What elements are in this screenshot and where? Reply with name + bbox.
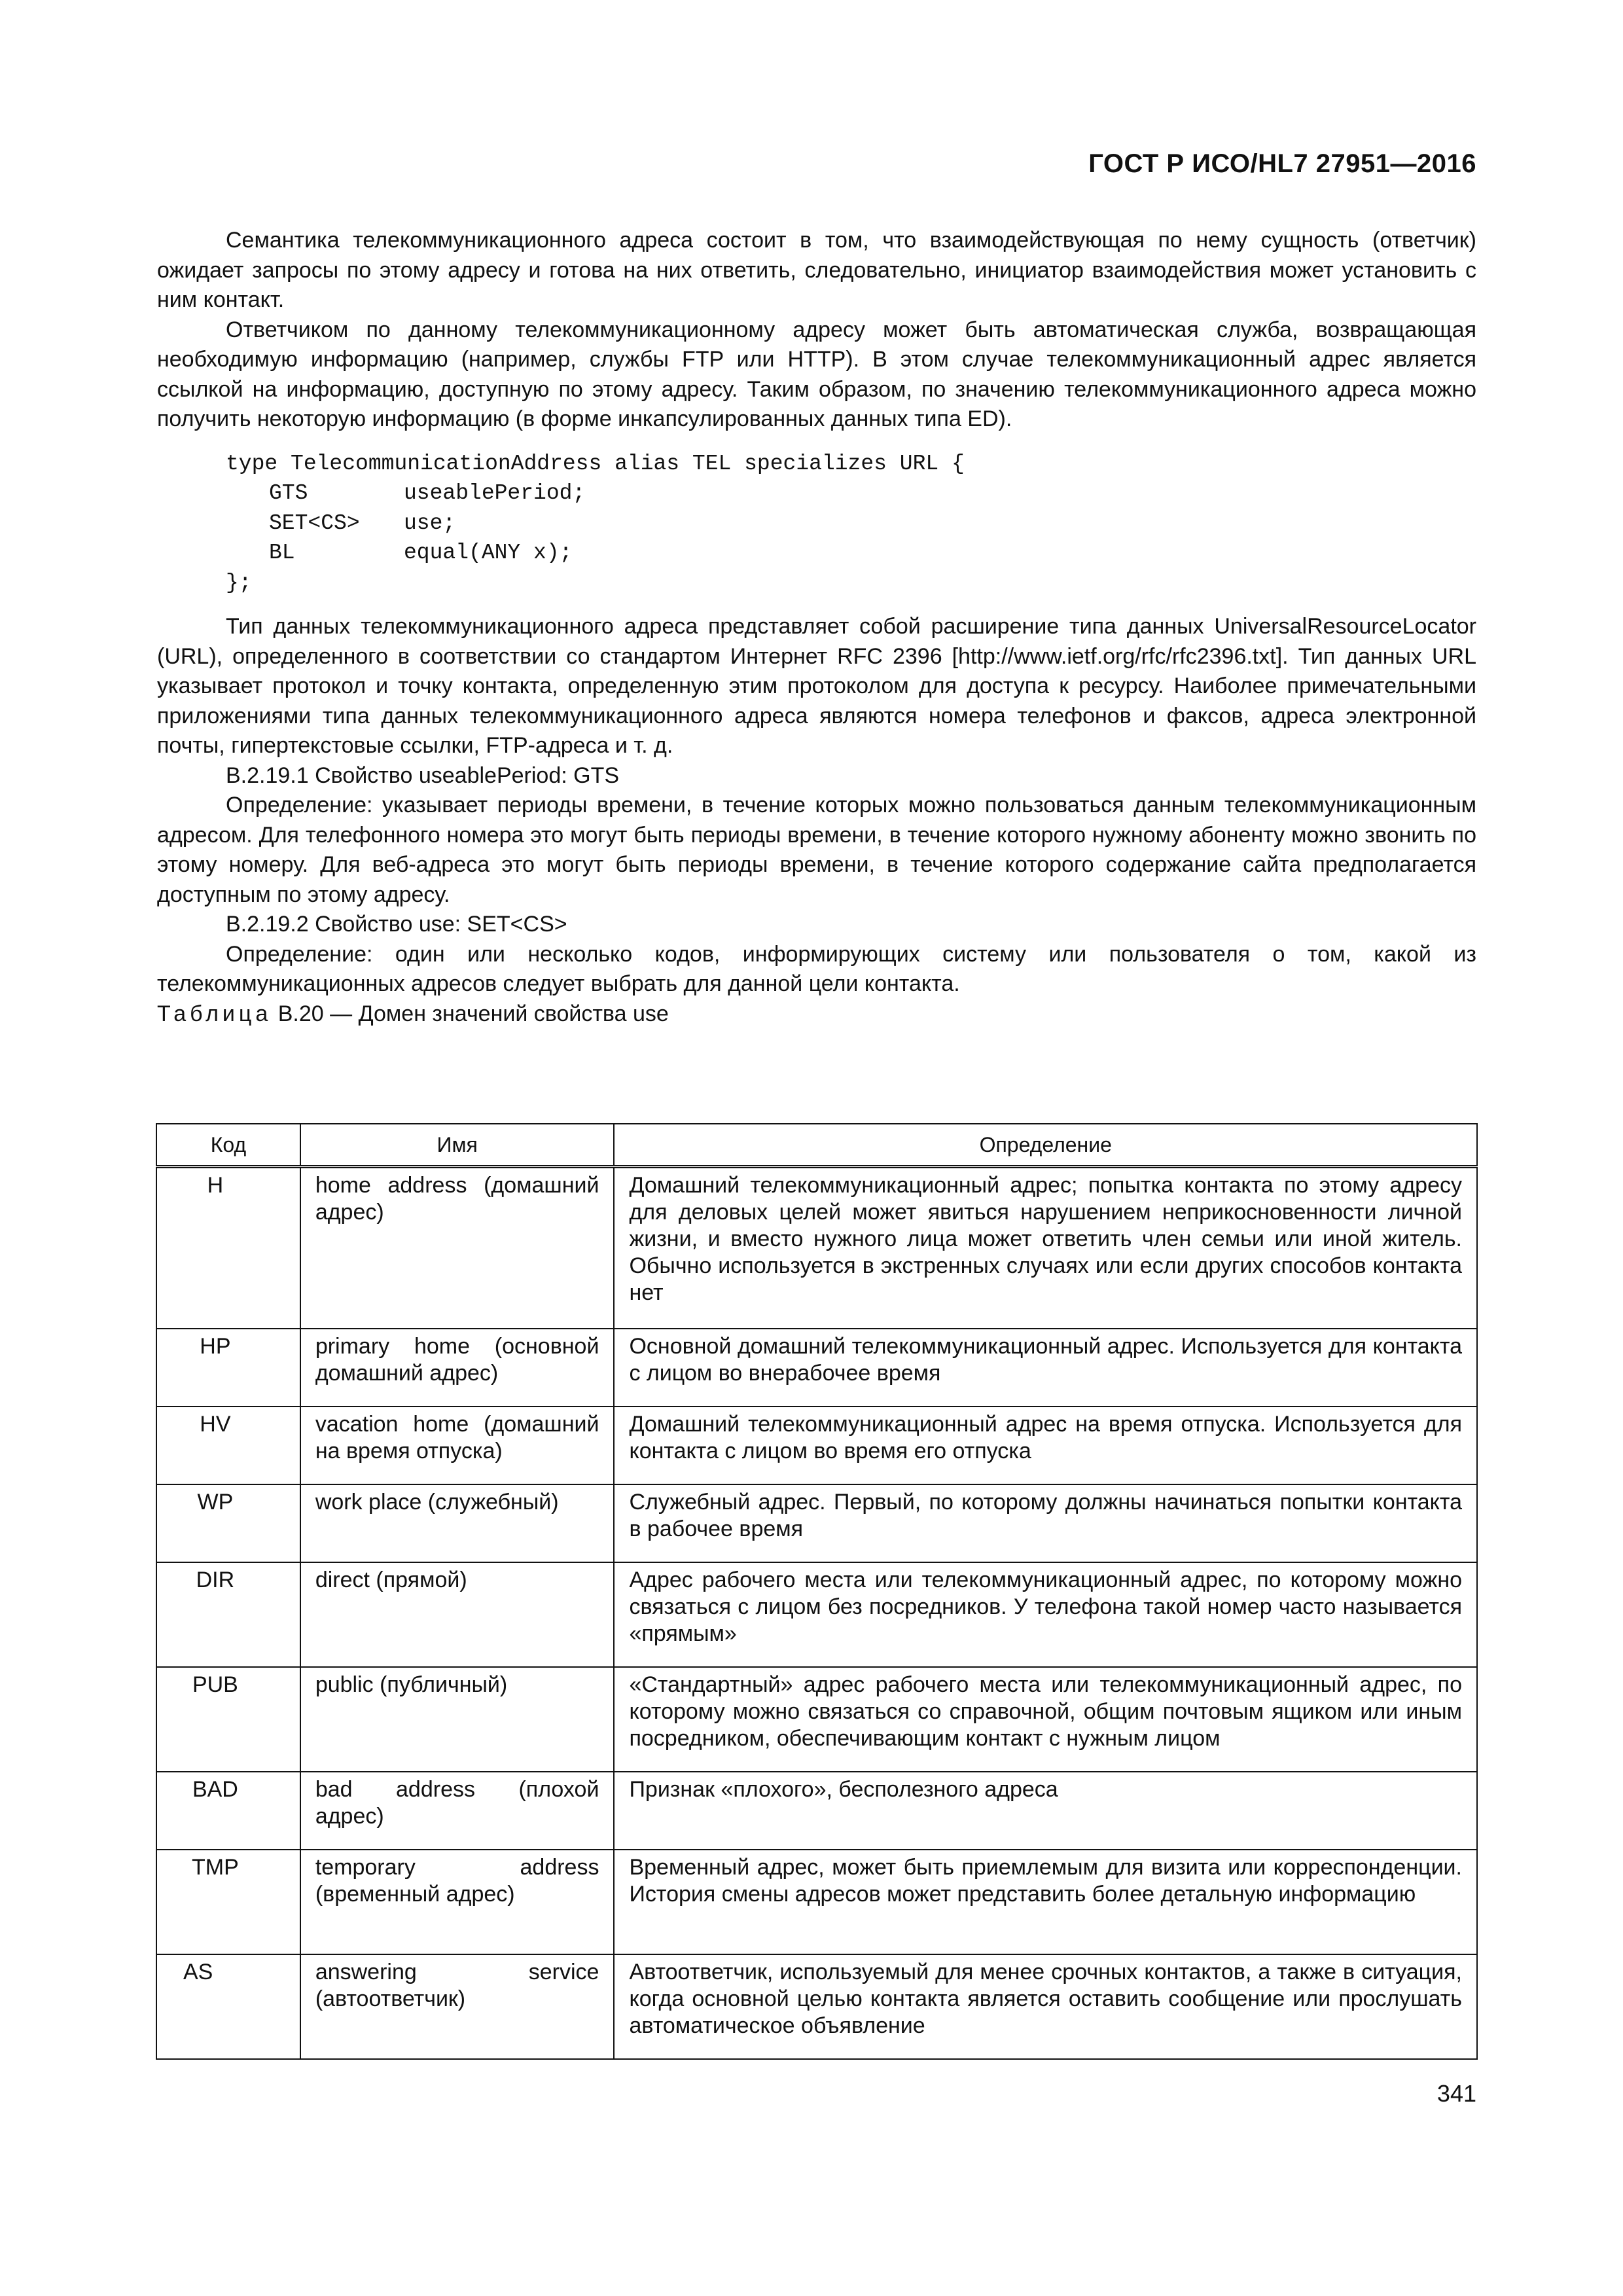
cell-code: BAD bbox=[156, 1772, 300, 1850]
code-member: use; bbox=[404, 511, 456, 535]
cell-definition: Временный адрес, может быть приемлемым для визита или корреспонденции. История смены адресов может представить более детальную информацию bbox=[614, 1850, 1477, 1954]
section-heading: В.2.19.1 Свойство useablePeriod: GTS bbox=[226, 762, 620, 788]
code-line bbox=[226, 478, 1476, 509]
cell-code: HV bbox=[156, 1407, 300, 1484]
table-row bbox=[156, 1167, 1477, 1329]
paragraph: Семантика телекоммуникационного адреса состоит в том, что взаимодействующая по нему сущность (ответчик) ожидает запросы по этому адресу и готова на них ответить, следовательно, инициатор взаимодействия может установить с ним контакт. bbox=[157, 228, 1476, 312]
cell-code: AS bbox=[156, 1954, 300, 2059]
table-caption bbox=[157, 999, 1476, 1030]
paragraph: Определение: один или несколько кодов, информирующих систему или пользователя о том, какой из телекоммуникационных адресов следует выбрать для данной цели контакта. bbox=[157, 941, 1476, 996]
table-row bbox=[156, 1407, 1477, 1484]
table-row bbox=[156, 1954, 1477, 2059]
table-header-row bbox=[156, 1124, 1477, 1167]
cell-definition: Основной домашний телекоммуникационный адрес. Используется для контакта с лицом во внерабочее время bbox=[614, 1329, 1477, 1407]
code-member: equal(ANY x); bbox=[404, 541, 573, 565]
paragraph: Ответчиком по данному телекоммуникационному адресу может быть автоматическая служба, возвращающая необходимую информацию (например, службы FTP или HTTP). В этом случае телекоммуникационный адрес является ссылкой на информацию, доступную по этому адресу. Таким образом, по значению телекоммуникационного адреса можно получить некоторую информацию (в форме инкапсулированных данных типа ED). bbox=[157, 317, 1476, 431]
table-row bbox=[156, 1484, 1477, 1562]
cell-name: temporary address (временный адрес) bbox=[300, 1850, 615, 1954]
use-domain-table bbox=[156, 1123, 1478, 2060]
cell-name: bad address (плохой адрес) bbox=[300, 1772, 615, 1850]
code-member: useablePeriod; bbox=[404, 481, 586, 505]
code-block bbox=[226, 449, 1476, 598]
cell-definition: Служебный адрес. Первый, по которому должны начинаться попытки контакта в рабочее время bbox=[614, 1484, 1477, 1562]
cell-name: public (публичный) bbox=[300, 1667, 615, 1772]
table-row bbox=[156, 1562, 1477, 1667]
header-name: Имя bbox=[300, 1124, 615, 1167]
body-text bbox=[157, 226, 1476, 1029]
table-row bbox=[156, 1329, 1477, 1407]
section-heading: В.2.19.2 Свойство use: SET<CS> bbox=[226, 912, 567, 937]
code-type: BL bbox=[269, 541, 295, 565]
cell-definition: «Стандартный» адрес рабочего места или телекоммуникационный адрес, по которому можно связаться со справочной, общим почтовым ящиком или иным посредником, обеспечивающим контакт с нужным лицом bbox=[614, 1667, 1477, 1772]
cell-code: H bbox=[156, 1167, 300, 1329]
paragraph: Тип данных телекоммуникационного адреса представляет собой расширение типа данных UniversalResourceLocator (URL), определенного в соответствии со стандартом Интернет RFC 2396 [http://www.ietf.org/rfc/rfc2396.txt]. Тип данных URL указывает протокол и точку контакта, определенную этим протоколом для доступа к ресурсу. Наиболее примечательными приложениями типа данных телекоммуникационного адреса являются номера телефонов и факсов, адреса электронной почты, гипертекстовые ссылки, FTP-адреса и т. д. bbox=[157, 614, 1477, 758]
cell-name: work place (служебный) bbox=[300, 1484, 615, 1562]
cell-name: answering service (автоответчик) bbox=[300, 1954, 615, 2059]
cell-definition: Признак «плохого», бесполезного адреса bbox=[614, 1772, 1477, 1850]
cell-definition: Автоответчик, используемый для менее срочных контактов, а также в ситуация, когда основной целью контакта является оставить сообщение или прослушать автоматическое объявление bbox=[614, 1954, 1477, 2059]
paragraph: Определение: указывает периоды времени, в течение которых можно пользоваться данным телекоммуникационным адресом. Для телефонного номера это могут быть периоды времени, в течение которого нужному абоненту можно звонить по этому номеру. Для веб-адреса это могут быть периоды времени, в течение которого содержание сайта предполагается доступным по этому адресу. bbox=[157, 793, 1476, 907]
table-row bbox=[156, 1772, 1477, 1850]
page-number: 341 bbox=[1436, 2080, 1476, 2107]
cell-definition: Домашний телекоммуникационный адрес; попытка контакта по этому адресу для деловых целей может явиться нарушением неприкосновенности личной жизни, и вместо нужного лица может ответить член семьи или иной житель. Обычно используется в экстренных случаях или если других способов контакта нет bbox=[614, 1167, 1477, 1329]
cell-code: HP bbox=[156, 1329, 300, 1407]
cell-name: direct (прямой) bbox=[300, 1562, 615, 1667]
code-line bbox=[226, 538, 1476, 568]
standard-header: ГОСТ Р ИСО/HL7 27951—2016 bbox=[1088, 149, 1476, 178]
header-code: Код bbox=[156, 1124, 300, 1167]
code-type: GTS bbox=[269, 481, 308, 505]
code-line: type TelecommunicationAddress alias TEL specializes URL { bbox=[226, 451, 965, 476]
code-type: SET<CS> bbox=[269, 511, 360, 535]
code-line: }; bbox=[226, 570, 252, 595]
cell-code: WP bbox=[156, 1484, 300, 1562]
cell-code: TMP bbox=[156, 1850, 300, 1954]
header-definition: Определение bbox=[614, 1124, 1477, 1167]
caption-label: Таблица bbox=[157, 1001, 272, 1026]
cell-code: DIR bbox=[156, 1562, 300, 1667]
caption-text: В.20 — Домен значений свойства use bbox=[272, 1001, 669, 1026]
cell-definition: Адрес рабочего места или телекоммуникационный адрес, по которому можно связаться с лицом без посредников. У телефона такой номер часто называется «прямым» bbox=[614, 1562, 1477, 1667]
code-line bbox=[226, 509, 1476, 539]
cell-code: PUB bbox=[156, 1667, 300, 1772]
cell-name: vacation home (домашний на время отпуска) bbox=[300, 1407, 615, 1484]
cell-definition: Домашний телекоммуникационный адрес на время отпуска. Используется для контакта с лицом во время его отпуска bbox=[614, 1407, 1477, 1484]
table-row bbox=[156, 1667, 1477, 1772]
cell-name: primary home (основной домашний адрес) bbox=[300, 1329, 615, 1407]
table-row bbox=[156, 1850, 1477, 1954]
cell-name: home address (домашний адрес) bbox=[300, 1167, 615, 1329]
